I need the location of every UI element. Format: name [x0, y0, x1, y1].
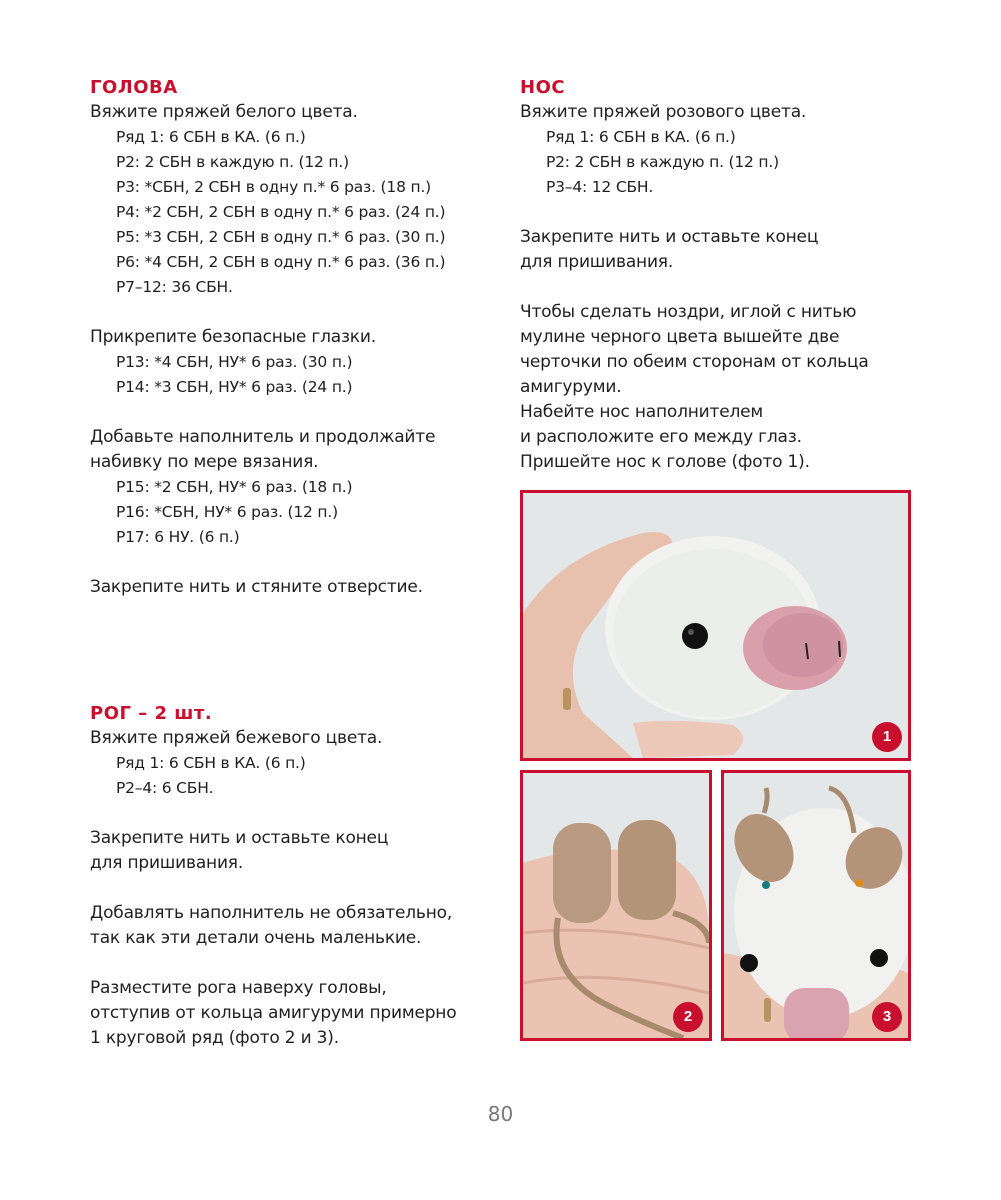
head-intro: Вяжите пряжей белого цвета. — [90, 102, 358, 122]
horn-row: Ряд 1: 6 СБН в КА. (6 п.) — [116, 754, 306, 772]
head-row: Р5: *3 СБН, 2 СБН в одну п.* 6 раз. (30 п.) — [116, 228, 446, 246]
nose-finish: Закрепите нить и оставьте конец — [520, 227, 819, 247]
photo-3-number-badge: 3 — [872, 1002, 902, 1032]
horn-placement: Разместите рога наверху головы, — [90, 978, 387, 998]
nose-row: Р2: 2 СБН в каждую п. (12 п.) — [546, 153, 779, 171]
photo-3-illustration — [724, 773, 908, 1038]
photo-1-illustration — [523, 493, 908, 758]
head-eyes-note: Прикрепите безопасные глазки. — [90, 327, 376, 347]
head-row: Р4: *2 СБН, 2 СБН в одну п.* 6 раз. (24 п.) — [116, 203, 446, 221]
head-row: Р16: *СБН, НУ* 6 раз. (12 п.) — [116, 503, 338, 521]
nose-nostrils: амигуруми. — [520, 377, 622, 397]
head-row: Ряд 1: 6 СБН в КА. (6 п.) — [116, 128, 306, 146]
head-row: Р13: *4 СБН, НУ* 6 раз. (30 п.) — [116, 353, 353, 371]
head-row: Р17: 6 НУ. (6 п.) — [116, 528, 240, 546]
horn-finish: для пришивания. — [90, 853, 244, 873]
horn-finish: Закрепите нить и оставьте конец — [90, 828, 389, 848]
head-stuff-note: набивку по мере вязания. — [90, 452, 319, 472]
photo-2 — [520, 770, 712, 1041]
head-row: Р3: *СБН, 2 СБН в одну п.* 6 раз. (18 п.) — [116, 178, 431, 196]
horn-placement: 1 круговой ряд (фото 2 и 3). — [90, 1028, 339, 1048]
section-title-nose: НОС — [520, 77, 566, 98]
nose-nostrils: и расположите его между глаз. — [520, 427, 802, 447]
section-title-head: ГОЛОВА — [90, 77, 178, 98]
horn-intro: Вяжите пряжей бежевого цвета. — [90, 728, 383, 748]
horn-placement: отступив от кольца амигуруми примерно — [90, 1003, 457, 1023]
horn-row: Р2–4: 6 СБН. — [116, 779, 214, 797]
horn-stuff-note: Добавлять наполнитель не обязательно, — [90, 903, 453, 923]
nose-row: Ряд 1: 6 СБН в КА. (6 п.) — [546, 128, 736, 146]
page-number: 80 — [487, 1102, 514, 1126]
photo-2-number-badge: 2 — [673, 1002, 703, 1032]
horn-section — [90, 702, 500, 1051]
nose-nostrils: мулине черного цвета вышейте две — [520, 327, 840, 347]
section-title-horn: РОГ – 2 шт. — [90, 703, 213, 724]
nose-nostrils: черточки по обеим сторонам от кольца — [520, 352, 869, 372]
nose-row: Р3–4: 12 СБН. — [546, 178, 654, 196]
nose-nostrils: Набейте нос наполнителем — [520, 402, 764, 422]
photo-1 — [520, 490, 911, 761]
nose-nostrils: Чтобы сделать ноздри, иглой с нитью — [520, 302, 857, 322]
left-column — [90, 76, 500, 600]
photo-2-illustration — [523, 773, 709, 1038]
photo-3 — [721, 770, 911, 1041]
nose-intro: Вяжите пряжей розового цвета. — [520, 102, 807, 122]
horn-stuff-note: так как эти детали очень маленькие. — [90, 928, 422, 948]
head-finish: Закрепите нить и стяните отверстие. — [90, 577, 423, 597]
nose-finish: для пришивания. — [520, 252, 674, 272]
head-row: Р2: 2 СБН в каждую п. (12 п.) — [116, 153, 349, 171]
nose-nostrils: Пришейте нос к голове (фото 1). — [520, 452, 810, 472]
head-row: Р6: *4 СБН, 2 СБН в одну п.* 6 раз. (36 п.) — [116, 253, 446, 271]
head-row: Р7–12: 36 СБН. — [116, 278, 233, 296]
head-row: Р14: *3 СБН, НУ* 6 раз. (24 п.) — [116, 378, 353, 396]
head-stuff-note: Добавьте наполнитель и продолжайте — [90, 427, 436, 447]
nose-section — [520, 76, 920, 475]
photo-1-number-badge: 1 — [872, 722, 902, 752]
head-row: Р15: *2 СБН, НУ* 6 раз. (18 п.) — [116, 478, 353, 496]
